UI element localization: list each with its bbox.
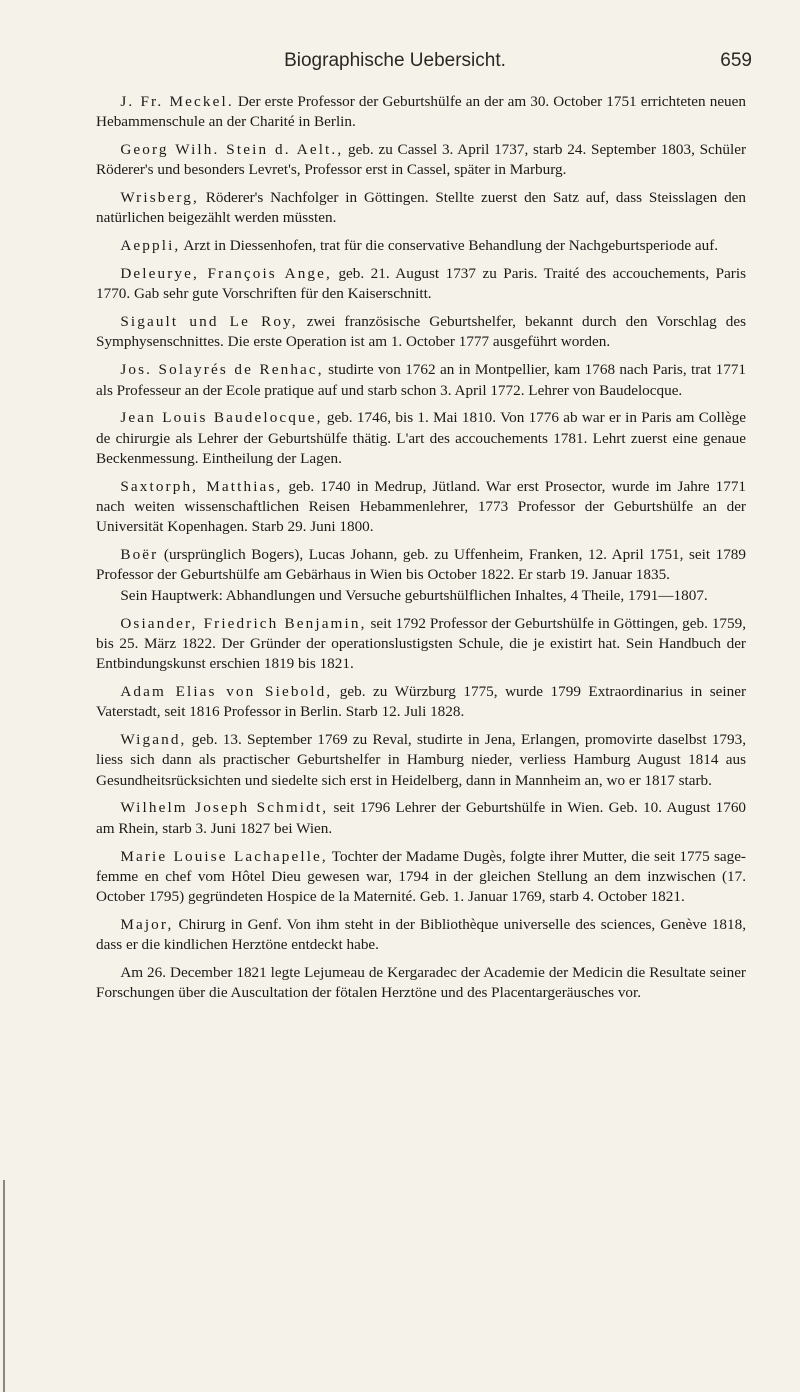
page-edge-rule — [3, 1180, 5, 1392]
entry-text: Am 26. December 1821 legte Lejumeau de Kergaradec der Academie der Medicin die Resultate seiner Forschungen über die Auscultation der fötalen Herztöne und des Placentargeräusches vor. — [96, 963, 746, 1002]
entry-name: Wilhelm Joseph Schmidt, — [120, 799, 329, 817]
entry-text: zwei französische Geburtshelfer, bekannt durch den Vorschlag des Symphysenschnittes. Die erste Operation ist am 1. October 1777 ausgeführt worden. — [96, 313, 746, 351]
entry-kergaradec — [96, 963, 746, 1004]
entry-meckel — [96, 92, 746, 133]
entry-name: Jean Louis Baudelocque, — [120, 409, 323, 427]
body-text — [96, 92, 746, 1011]
entry-name: Sigault und Le Roy, — [120, 313, 298, 331]
entry-text: geb. 21. August 1737 zu Paris. Traité des accouchements, Paris 1770. Gab sehr gute Vorschriften für den Kaiserschnitt. — [96, 265, 746, 303]
entry-name: Georg Wilh. Stein d. Aelt., — [120, 141, 344, 159]
entry-text: Tochter der Madame Dugès, folgte ihrer Mutter, die seit 1775 sage-femme en chef vom Hôtel Dieu gewesen war, 1794 in der gleichen Stellung an dem inzwischen (17. October 1795) gegründeten Hospice de la Maternité. Geb. 1. Januar 1769, starb 4. October 1821. — [96, 847, 746, 906]
entry-text: geb. 1746, bis 1. Mai 1810. Von 1776 ab war er in Paris am Collège de chirurgie als Lehrer der Geburtshülfe thätig. L'art des accouchements 1781. Lehrt zuerst eine genaue Beckenmessung. Eintheilung der Lagen. — [96, 409, 747, 467]
entry-wigand — [96, 730, 746, 791]
entry-text: studirte von 1762 an in Montpellier, kam 1768 nach Paris, trat 1771 als Professeur an der Ecole pratique auf und starb schon 3. April 1772. Lehrer von Baudelocque. — [96, 361, 747, 399]
entry-baudelocque — [96, 408, 746, 469]
entry-aeppli — [96, 236, 746, 256]
entry-text: seit 1796 Lehrer der Geburtshülfe in Wien. Geb. 10. August 1760 am Rhein, starb 3. Juni 1827 bei Wien. — [96, 799, 747, 837]
entry-name: Saxtorph, Matthias, — [120, 477, 283, 495]
running-title: Biographische Uebersicht. — [284, 50, 506, 71]
entry-name: Osiander, Friedrich Benjamin, — [120, 614, 367, 632]
entry-schmidt — [96, 798, 746, 839]
page-number: 659 — [720, 50, 752, 71]
entry-text: seit 1792 Professor der Geburtshülfe in Göttingen, geb. 1759, bis 25. März 1822. Der Gründer der operationslustigsten Schule, die je existirt hat. Sein Handbuch der Entbindungskunst erschien 1819 bis 1821. — [96, 614, 747, 673]
entry-saxtorph — [96, 477, 746, 538]
entry-name: J. Fr. Meckel. — [120, 93, 234, 110]
entry-text: geb. zu Cassel 3. April 1737, starb 24. September 1803, Schüler Röderer's und besonders Levret's, Professor erst in Cassel, später in Marburg. — [96, 141, 747, 179]
entry-lachapelle — [96, 847, 746, 908]
entry-continuation: Sein Hauptwerk: Abhandlungen und Versuche geburtshülflichen Inhaltes, 4 Theile, 1791—1807. — [120, 586, 708, 604]
entry-name: Marie Louise Lachapelle, — [120, 847, 328, 865]
entry-siebold — [96, 682, 746, 723]
entry-name: Deleurye, François Ange, — [120, 265, 332, 283]
entry-solayres — [96, 360, 746, 401]
entry-name: Wrisberg, — [120, 189, 199, 207]
entry-text: (ursprünglich Bogers), Lucas Johann, geb. zu Uffenheim, Franken, 12. April 1751, seit 1789 Professor der Geburtshülfe am Gebärhaus in Wien bis October 1822. Er starb 19. Januar 1835. — [96, 546, 746, 584]
entry-major — [96, 915, 746, 956]
entry-name: Aeppli, — [120, 237, 181, 255]
entry-text: Arzt in Diessenhofen, trat für die conservative Behandlung der Nachgeburtsperiode auf. — [183, 237, 719, 255]
entry-name: Wigand, — [120, 731, 187, 749]
entry-name: Boër — [120, 546, 159, 564]
entry-name: Major, — [120, 915, 174, 933]
running-head — [90, 50, 752, 80]
entry-text: geb. zu Würzburg 1775, wurde 1799 Extraordinarius in seiner Vaterstadt, seit 1816 Professor in Berlin. Starb 12. Juli 1828. — [96, 682, 746, 721]
entry-osiander — [96, 614, 746, 675]
entry-text: Röderer's Nachfolger in Göttingen. Stellte zuerst den Satz auf, dass Steisslagen den natürlichen beigezählt werden müssten. — [96, 189, 746, 227]
entry-text: Der erste Professor der Geburtshülfe an der am 30. October 1751 errichteten neuen Hebammenschule an der Charité in Berlin. — [96, 93, 746, 131]
entry-text: geb. 13. September 1769 zu Reval, studirte in Jena, Erlangen, promovirte daselbst 1793, liess sich dann als practischer Geburtshelfer in Hamburg nieder, verliess Hamburg August 1814 aus Gesundheitsrücksichten und siedelte sich erst in Heidelberg, dann in Mannheim an, wo er 1817 starb. — [96, 731, 746, 789]
entry-text: Chirurg in Genf. Von ihm steht in der Bibliothèque universelle des sciences, Genève 1818, dass er die kindlichen Herztöne entdeckt habe. — [96, 915, 746, 954]
entry-sigault — [96, 312, 746, 353]
entry-deleurye — [96, 264, 746, 305]
entry-boer — [96, 545, 746, 606]
entry-text: geb. 1740 in Medrup, Jütland. War erst Prosector, wurde im Jahre 1771 nach weiten wissenschaftlichen Reisen Hebammenlehrer, 1773 Professor der Geburtshülfe an der Universität Kopenhagen. Starb 29. Juni 1800. — [96, 477, 747, 536]
entry-name: Jos. Solayrés de Renhac, — [120, 361, 324, 379]
entry-stein — [96, 140, 746, 181]
entry-wrisberg — [96, 188, 746, 229]
entry-name: Adam Elias von Siebold, — [120, 682, 333, 700]
